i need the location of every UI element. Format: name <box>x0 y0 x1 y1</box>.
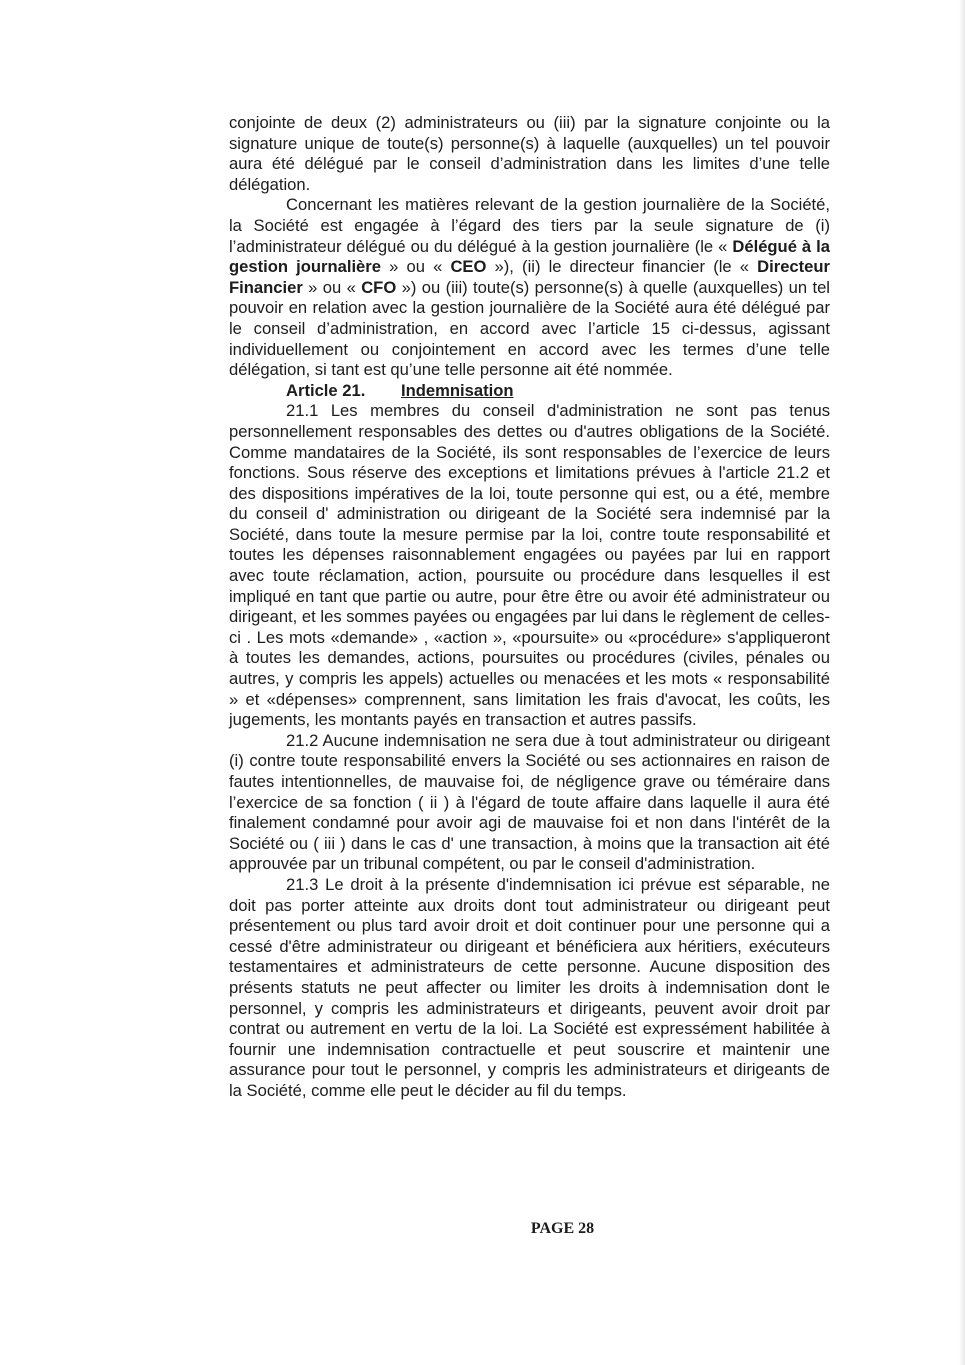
scan-edge-shadow <box>959 0 965 1365</box>
paragraph-text: »), (ii) le directeur financier (le « <box>486 257 758 277</box>
paragraph-signature-continued: conjointe de deux (2) administrateurs ou (iii) par la signature conjointe ou la signature unique de toute(s) personne(s) à laquelle (auxquelles) un tel pouvoir aura été délégué par le conseil d’administration dans les limites d’une telle délégation. <box>229 113 830 194</box>
document-body <box>229 113 830 1102</box>
paragraph-daily-management <box>229 195 830 380</box>
article-heading <box>229 381 830 402</box>
defined-term-directeur-financier: Directeur Financier <box>229 257 830 297</box>
paragraph-21-3: 21.3 Le droit à la présente d'indemnisation ici prévue est séparable, ne doit pas porter atteinte aux droits dont tout administrateur ou dirigeant peut présentement ou plus tard avoir droit et doit continuer pour une personne qui a cessé d'être administrateur ou dirigeant et bénéficiera aux héritiers, exécuteurs testamentaires et administrateurs de cette personne. Aucune disposition des présents statuts ne peut affecter ou limiter les droits à indemnisation dont le personnel, y compris les administrateurs et dirigeants, peuvent avoir droit par contrat ou autrement en vertu de la loi. La Société est expressément habilitée à fournir une indemnisation contractuelle et peut souscrire et maintenir une assurance pour tout le personnel, y compris les administrateurs et dirigeants de la Société, comme elle peut le décider au fil du temps. <box>229 874 830 1100</box>
defined-term-ceo: CEO <box>450 257 487 277</box>
paragraph-text: ») ou (iii) toute(s) personne(s) à quelle (auxquelles) un tel pouvoir en relation avec la gestion journalière de la Société aura été délégué par le conseil d’administration, en accord avec l’article 15 ci-dessus, agissant individuellement ou conjointement en accord avec les termes d’une telle délégation, si tant est qu’une telle personne ait été nommée. <box>229 277 830 380</box>
paragraph-text: » ou « <box>380 257 451 277</box>
paragraph-text: » ou « <box>302 277 362 297</box>
article-title: Indemnisation <box>401 380 514 400</box>
defined-term-delegue: Délégué à la gestion journalière <box>229 236 830 277</box>
defined-term-cfo: CFO <box>361 277 397 297</box>
paragraph-21-2: 21.2 Aucune indemnisation ne sera due à tout administrateur ou dirigeant (i) contre toute responsabilité envers la Société ou ses actionnaires en raison de fautes intentionnelles, de mauvaise foi, de négligence grave ou téméraire dans l’exercice de sa fonction ( ii ) à l'égard de toute affaire dans laquelle il aura été finalement condamné pour avoir agi de mauvaise foi et non dans l'intérêt de la Société ou ( iii ) dans le cas d' une transaction, à moins que la transaction ait été approuvée par un tribunal compétent, ou par le conseil d'administration. <box>229 730 830 874</box>
page-number: PAGE 28 <box>530 1220 595 1237</box>
paragraph-text: Concernant les matières relevant de la gestion journalière de la Société, la Société est engagée à l’égard des tiers par la seule signature de (i) l’administrateur délégué ou du délégué à la gestion journalière (le « <box>229 195 830 256</box>
article-number: Article 21. <box>286 380 366 400</box>
paragraph-21-1: 21.1 Les membres du conseil d'administration ne sont pas tenus personnellement responsables des dettes ou d'autres obligations de la Société. Comme mandataires de la Société, ils sont responsables de l’exercice de leurs fonctions. Sous réserve des exceptions et limitations prévues à l'article 21.2 et des dispositions impératives de la loi, toute personne qui est, ou a été, membre du conseil d' administration ou dirigeant de la Société sera indemnisé par la Société, dans toute la mesure permise par la loi, contre toute responsabilité et toutes les dépenses raisonnablement engagées ou payées par lui en rapport avec toute réclamation, action, poursuite ou procédure dans lesquelles il est impliqué en tant que partie ou autre, pour être être ou avoir été administrateur ou dirigeant, et les sommes payées ou engagées par lui dans le règlement de celles-ci . Les mots «demande» , «action », «poursuite» ou «procédure» s'appliqueront à toutes les demandes, actions, poursuites ou procédures (civiles, pénales ou autres, y compris les appels) actuelles ou menacées et les mots « responsabilité » et «dépenses» comprennent, sans limitation les frais d'avocat, les coûts, les jugements, les montants payés en transaction et autres passifs. <box>229 401 830 730</box>
